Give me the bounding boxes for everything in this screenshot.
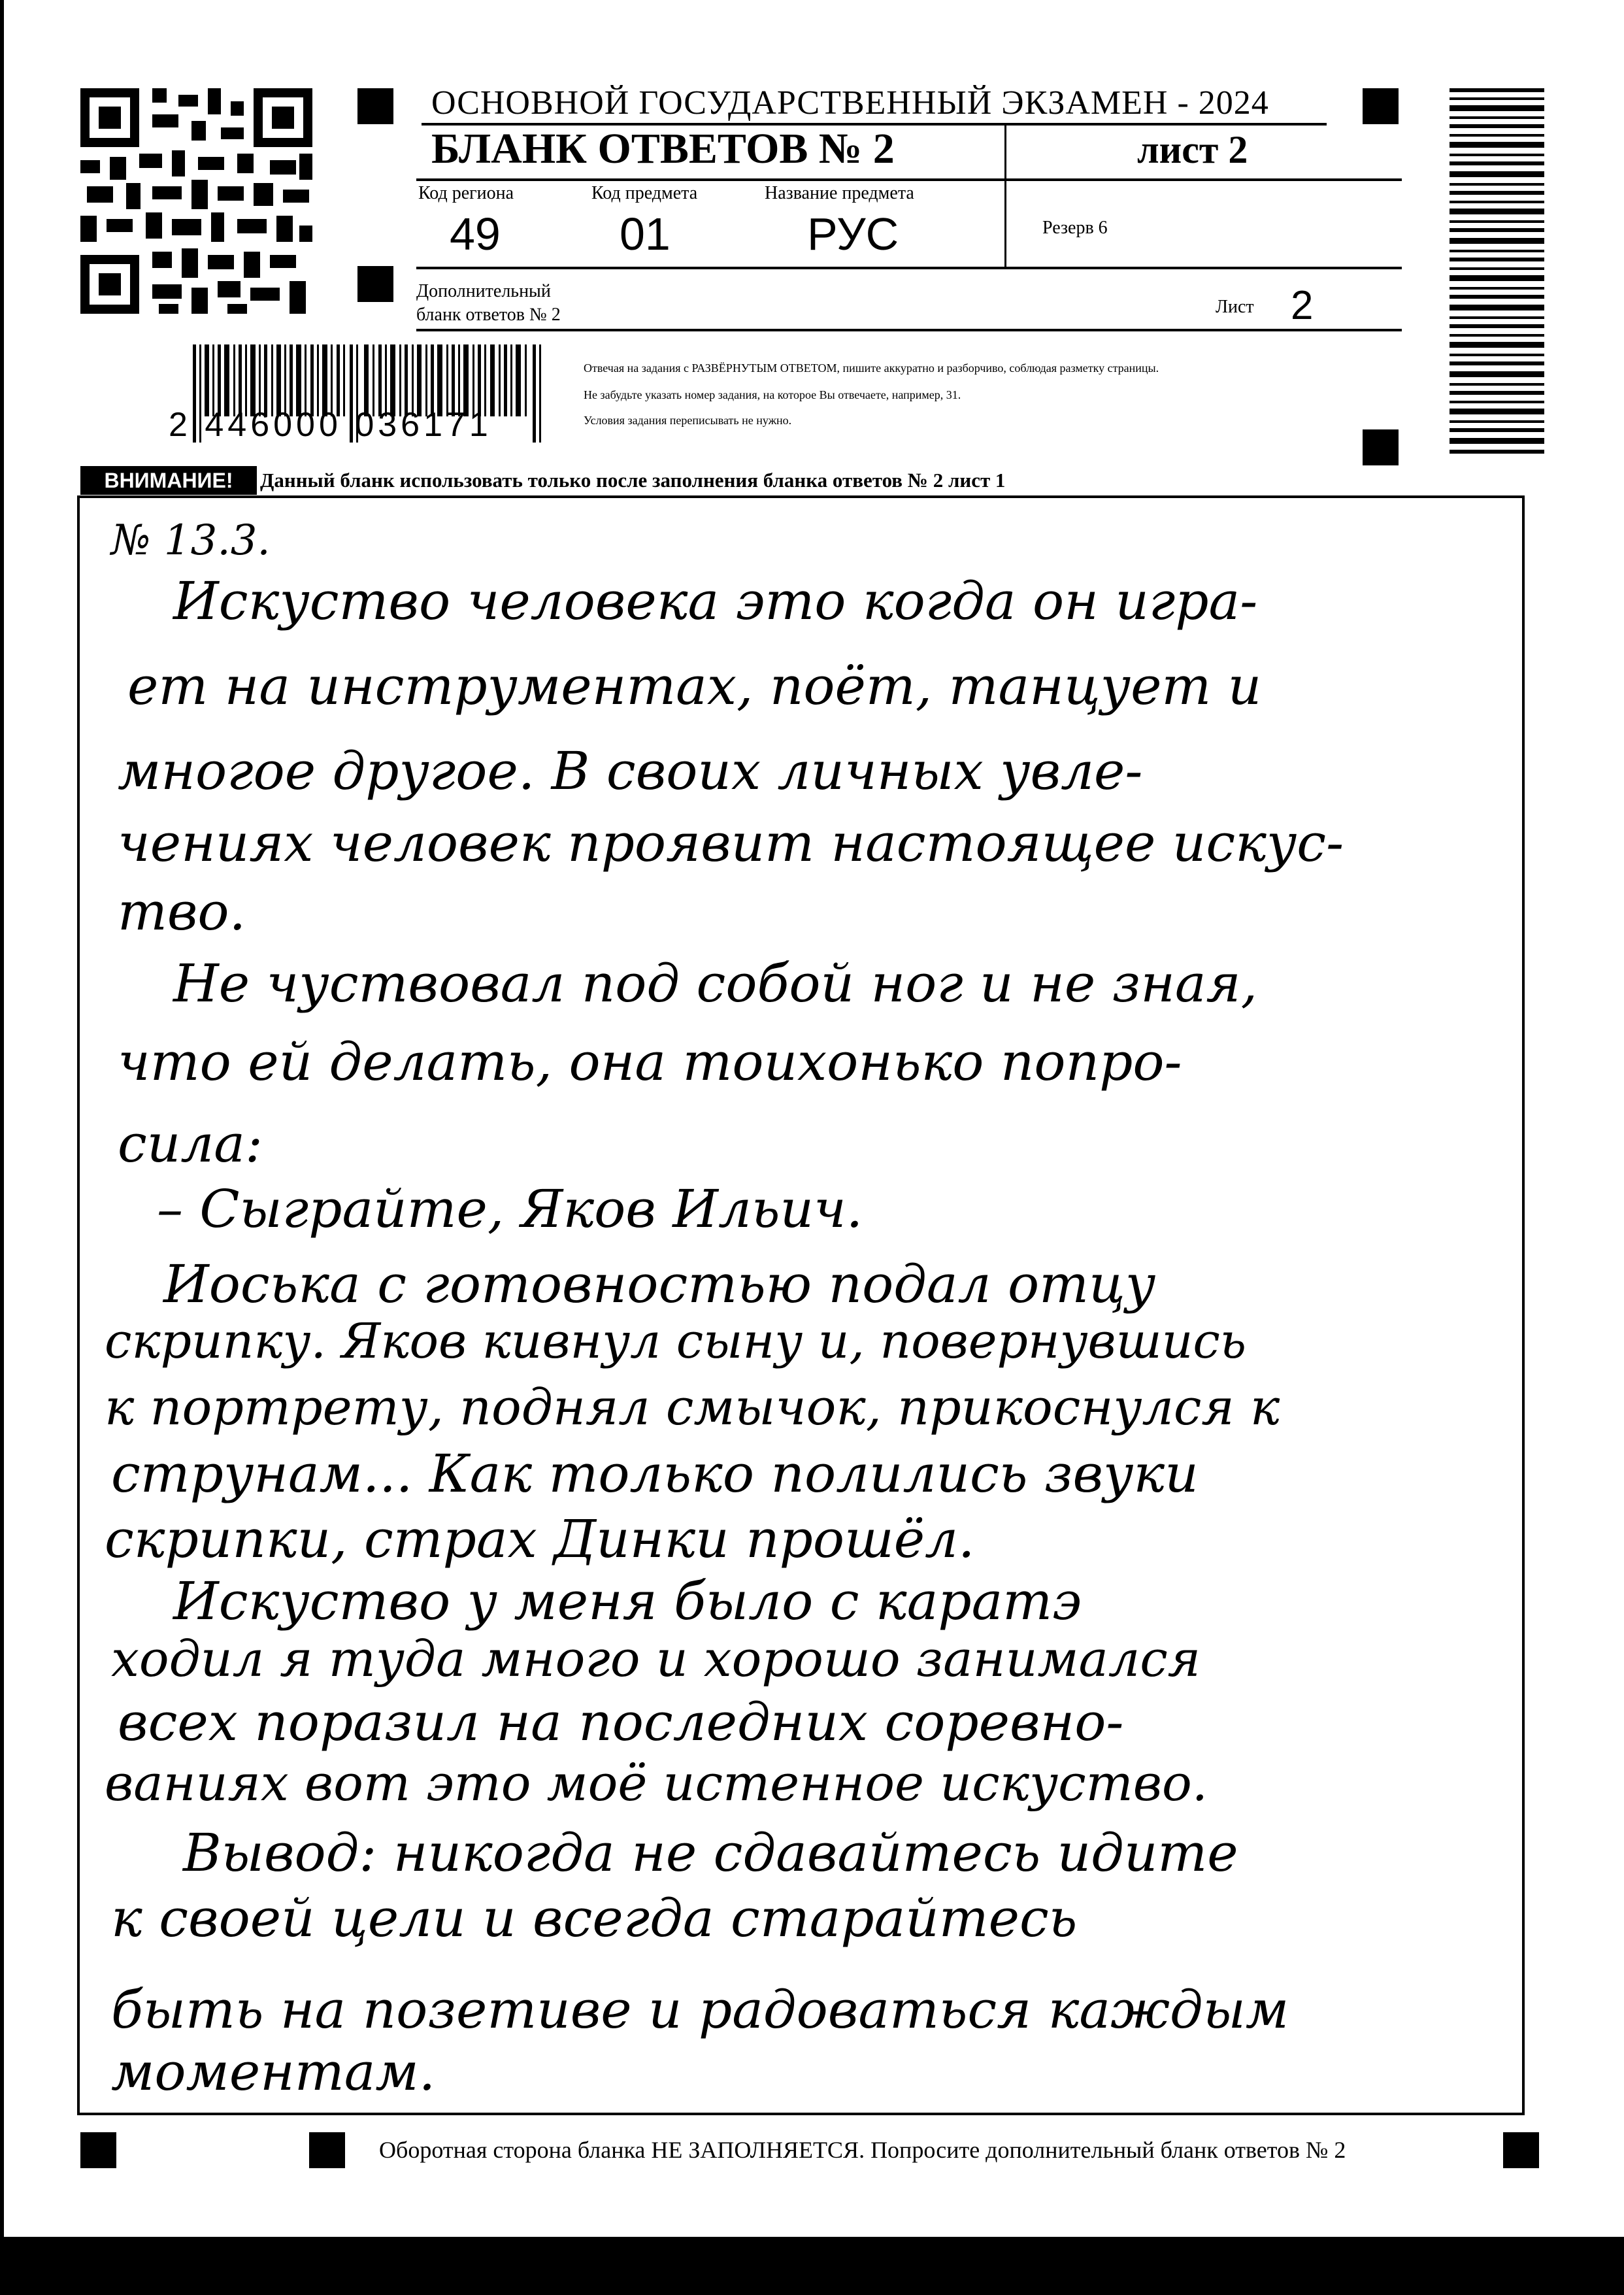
alignment-marker [1363,88,1399,124]
side-barcode [1450,88,1544,456]
warning-text: Данный бланк использовать только после заполнения бланка ответов № 2 лист 1 [260,469,1006,492]
answer-line: тво. [118,881,246,942]
answer-line: многое другое. В своих личных увле- [118,741,1143,801]
subject-code-label: Код предмета [591,183,698,203]
footer-text: Оборотная сторона бланка НЕ ЗАПОЛНЯЕТСЯ. Попросите дополнительный бланк ответов № 2 [379,2137,1346,2163]
scan-border-bottom [0,2237,1624,2295]
answer-line: струнам... Как только полились звуки [111,1443,1199,1504]
alignment-marker [357,88,393,124]
answer-line: ет на инструментах, поёт, танцует и [127,656,1262,716]
divider [416,267,1402,269]
subject-name-value: РУС [807,209,899,260]
answer-line: Не чуствовал под собой ног и не зная, [173,953,1258,1014]
additional-label-line2: бланк ответов № 2 [416,305,561,325]
answer-line: к своей цели и всегда старайтесь [111,1888,1078,1949]
divider [416,178,1402,181]
divider [1004,126,1006,268]
alignment-marker [309,2132,345,2168]
subject-code-value: 01 [620,209,671,260]
sheet-title: лист 2 [1137,128,1248,171]
answer-line: ваниях вот это моё истенное искуство. [105,1754,1208,1812]
warning-badge: ВНИМАНИЕ! [80,466,257,495]
answer-line: № 13.3. [111,516,271,565]
additional-label-line1: Дополнительный [416,281,551,301]
answer-line: чениях человек проявит настоящее искус- [118,812,1344,873]
answer-line: к портрету, поднял смычок, прикоснулся к [105,1378,1280,1436]
answer-line: моментам. [111,2041,436,2102]
sheet-value: 2 [1291,283,1314,328]
exam-title: ОСНОВНОЙ ГОСУДАРСТВЕННЫЙ ЭКЗАМЕН - 2024 [431,84,1269,122]
answer-line: скрипку. Яков кивнул сыну и, повернувшись [105,1313,1247,1369]
answer-line: быть на позетиве и радоваться каждым [111,1979,1289,2040]
qr-code [80,88,312,314]
answer-line: что ей делать, она тоихонько попро- [118,1031,1182,1092]
alignment-marker [1503,2132,1539,2168]
answer-line: ходил я туда много и хорошо занимался [111,1630,1201,1688]
reserve-label: Резерв 6 [1042,218,1108,238]
divider [416,329,1402,331]
alignment-marker [357,266,393,302]
instruction-2: Не забудьте указать номер задания, на которое Вы отвечаете, например, 31. [584,388,961,401]
answer-line: всех поразил на последних соревно- [118,1692,1124,1752]
answer-line: Искуство у меня было с каратэ [173,1571,1082,1632]
answer-line: Вывод: никогда не сдавайтесь идите [183,1822,1238,1883]
handwritten-answer [98,507,1516,2108]
subject-name-label: Название предмета [765,183,914,203]
region-value: 49 [450,209,501,260]
barcode-number: 2 446000 036171 [169,406,492,444]
instruction-3: Условия задания переписывать не нужно. [584,414,792,427]
instruction-1: Отвечая на задания с РАЗВЁРНУТЫМ ОТВЕТОМ, пишите аккуратно и разборчиво, соблюдая разметку страницы. [584,361,1159,375]
answer-line: Иоська с готовностью подал отцу [163,1254,1156,1315]
answer-line: скрипки, страх Динки прошёл. [105,1509,975,1569]
answer-line: сила: [118,1113,263,1174]
scan-border-left [0,0,4,2237]
answer-line: Искуство человека это когда он игра- [173,571,1258,631]
alignment-marker [80,2132,116,2168]
alignment-marker [1363,429,1399,465]
form-title: БЛАНК ОТВЕТОВ № 2 [431,125,895,173]
sheet-label: Лист [1216,297,1254,317]
region-label: Код региона [418,183,514,203]
answer-line: – Сыграйте, Яков Ильич. [157,1179,863,1239]
